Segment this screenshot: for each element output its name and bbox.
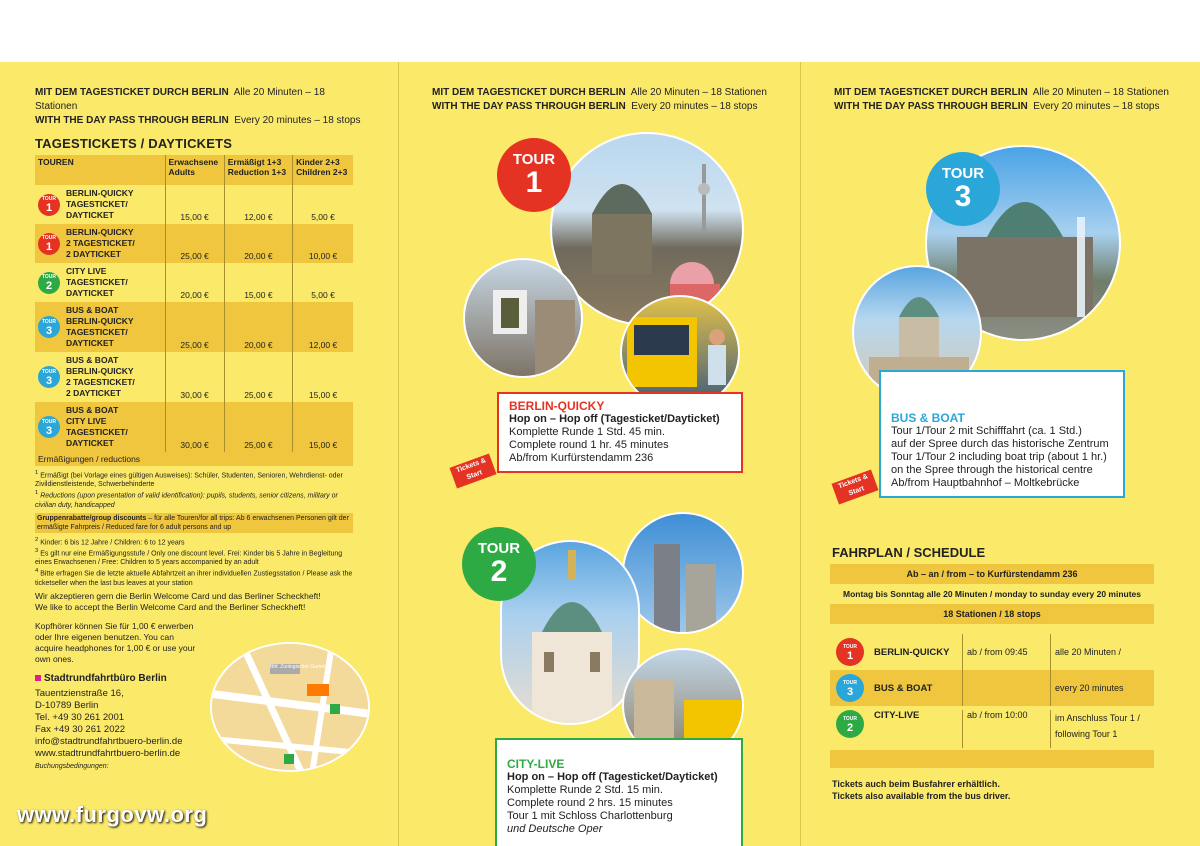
tour-badge-word: TOUR	[41, 274, 57, 280]
footer-de: Tickets auch beim Busfahrer erhältlich.	[832, 779, 1000, 789]
schedule-time	[962, 670, 1050, 706]
panel-header	[35, 86, 365, 128]
tour3-infobox	[879, 370, 1125, 498]
tour3-line-4: on the Spree through the historical centre	[891, 464, 1093, 476]
price-child: 5,00 €	[293, 263, 353, 302]
tour3-line-3: Tour 1/Tour 2 including boat trip (about 1 hr.)	[891, 451, 1107, 463]
tour-badge-number: 1	[45, 202, 53, 214]
price-child: 10,00 €	[293, 224, 353, 263]
price-row	[35, 185, 353, 224]
ticket-name: CITY LIVE TAGESTICKET/ DAYTICKET	[66, 266, 128, 298]
tour3-badge	[926, 152, 1000, 226]
tour2-line-1: Hop on – Hop off (Tagesticket/Dayticket)	[507, 771, 718, 783]
tour-badge-icon	[38, 272, 60, 294]
tour-badge-number: 3	[45, 424, 53, 437]
phone: Tel. +49 30 261 2001	[35, 711, 125, 723]
tour2-infobox	[495, 738, 743, 846]
welcome-card-note	[35, 591, 353, 613]
price-row	[35, 302, 353, 352]
header-en-rest: Every 20 minutes – 18 stops	[1033, 101, 1160, 112]
tour1-tickets-start-flag: Tickets & Start	[450, 453, 497, 488]
ticket-name: BERLIN-QUICKY 2 TAGESTICKET/ 2 DAYTICKET	[66, 227, 135, 259]
price-child: 12,00 €	[293, 302, 353, 352]
tour1-badge	[497, 138, 571, 212]
fold-line	[800, 62, 801, 846]
schedule-frequency: every 20 minutes	[1050, 670, 1154, 706]
note-1b: Reductions (upon presentation of valid identification): pupils, students, senior citizens, military or civilian duty, handicapped	[35, 492, 338, 509]
ticket-name: BUS & BOAT BERLIN-QUICKY TAGESTICKET/ DAYTICKET	[66, 305, 134, 348]
price-reduced: 12,00 €	[224, 185, 292, 224]
schedule-bottom-band	[830, 750, 1154, 768]
group-discount-text: – für alle Touren/for all trips: Ab 6 erwachsenen Personen gilt der ermäßigte Fahrpreis / Reduced fare for 6 adult persons and up	[37, 514, 349, 531]
address-line-1: Tauentzienstraße 16,	[35, 687, 124, 699]
schedule-tour-name: BUS & BOAT	[874, 682, 933, 694]
header-de-bold: MIT DEM TAGESTICKET DURCH BERLIN	[834, 87, 1028, 98]
price-child: 15,00 €	[293, 352, 353, 402]
header-en-bold: WITH THE DAY PASS THROUGH BERLIN	[35, 115, 229, 126]
tour-badge-icon	[38, 316, 60, 338]
tour-badge-word: TOUR	[41, 196, 57, 202]
tour1-badge-number: 1	[525, 166, 543, 199]
price-adult: 25,00 €	[165, 224, 224, 263]
schedule-route: Ab – an / from – to Kurfürstendamm 236	[830, 564, 1154, 584]
note-1: Ermäßigt (bei Vorlage eines gültigen Ausweises): Schüler, Studenten, Senioren, Wehrdienst- oder Zivildienstleistende, Schwerbehinderte	[35, 472, 343, 489]
price-child: 15,00 €	[293, 402, 353, 452]
panel-header	[432, 86, 782, 114]
tour2-badge	[462, 527, 536, 601]
price-row	[35, 263, 353, 302]
schedule-days: Montag bis Sonntag alle 20 Minuten / monday to sunday every 20 minutes	[842, 589, 1142, 599]
schedule-tour-name: CITY-LIVE	[874, 710, 920, 721]
tour1-badge-word: TOUR	[512, 151, 556, 168]
tour3-line-5: Ab/from Hauptbahnhof – Moltkebrücke	[891, 477, 1080, 489]
price-reduced: 25,00 €	[224, 402, 292, 452]
tour-badge-icon	[38, 194, 60, 216]
tour-badge-icon	[38, 366, 60, 388]
panel-header	[834, 86, 1174, 114]
tour2-photo-towers	[622, 512, 744, 634]
tour2-title: CITY-LIVE	[507, 757, 565, 771]
schedule-time: ab / from 10:00	[962, 710, 1050, 748]
tour3-badge-number: 3	[954, 180, 972, 213]
tour1-line-3: Complete round 1 hr. 45 minutes	[509, 439, 669, 451]
office-name: Stadtrundfahrtbüro Berlin	[44, 672, 167, 684]
tour-badge-icon	[836, 674, 864, 702]
ticket-name: BUS & BOAT BERLIN-QUICKY 2 TAGESTICKET/ 2 DAYTICKET	[66, 355, 135, 398]
bullet-icon	[35, 675, 41, 681]
tour1-line-2: Komplette Runde 1 Std. 45 min.	[509, 426, 665, 438]
price-adult: 15,00 €	[165, 185, 224, 224]
welcome-de: Wir akzeptieren gern die Berlin Welcome Card und das Berliner Scheckheft!	[35, 590, 321, 601]
price-adult: 20,00 €	[165, 263, 224, 302]
tour-badge-number: 3	[846, 685, 854, 698]
tour3-line-1: Tour 1/Tour 2 mit Schifffahrt (ca. 1 Std.)	[891, 425, 1082, 437]
header-en-bold: WITH THE DAY PASS THROUGH BERLIN	[432, 101, 626, 112]
tour-badge-icon	[836, 710, 864, 738]
group-discount-bold: Gruppenrabatte/group discounts	[37, 514, 147, 522]
col-adults: Erwachsene Adults	[165, 155, 224, 185]
tour-badge-word: TOUR	[41, 235, 57, 241]
fax: Fax +49 30 261 2022	[35, 723, 126, 735]
header-de-rest: Alle 20 Minuten – 18 Stationen	[1032, 87, 1169, 98]
tour-badge-number: 2	[45, 280, 53, 292]
tour3-title: BUS & BOAT	[891, 411, 965, 425]
schedule-stops: 18 Stationen / 18 stops	[830, 604, 1154, 624]
watermark: www.furgovw.org	[17, 802, 208, 827]
booking-conditions: Buchungsbedingungen:	[35, 762, 109, 770]
tour2-badge-word: TOUR	[477, 540, 521, 557]
tour2-line-4: Tour 1 mit Schloss Charlottenburg	[507, 810, 673, 822]
note-3: Es gilt nur eine Ermäßigungsstufe / Only one discount level. Frei: Kinder bis 5 Jahre in Begleitung eines Erwachsenen / Free: Children to 5 years accompanied by an adult	[35, 550, 343, 567]
email-link[interactable]: info@stadtrundfahrtbuero-berlin.de	[35, 735, 183, 747]
tour1-photo-checkpoint	[463, 258, 583, 378]
group-discount	[35, 513, 353, 533]
footer-en: Tickets also available from the bus driver.	[832, 791, 1011, 801]
tour-badge-icon	[38, 416, 60, 438]
schedule-title: FAHRPLAN / SCHEDULE	[832, 545, 986, 560]
ticket-name: BUS & BOAT CITY LIVE TAGESTICKET/ DAYTICKET	[66, 405, 128, 448]
tour-badge-number: 2	[846, 721, 854, 734]
col-reduced: Ermäßigt 1+3 Reduction 1+3	[224, 155, 292, 185]
note-4: Bitte erfragen Sie die letzte aktuelle Abfahrtzeit an ihrer individuellen Zustiegsstation / Please ask the ticketseller when the last bus leaves at your station	[35, 570, 353, 587]
header-de-rest: Alle 20 Minuten – 18 Stationen	[630, 87, 767, 98]
schedule-tour-name: BERLIN-QUICKY	[874, 646, 950, 658]
tour-badge-word: TOUR	[41, 318, 57, 325]
tour-badge-word: TOUR	[842, 679, 858, 686]
website-link[interactable]: www.stadtrundfahrtbuero-berlin.de	[35, 747, 181, 759]
tour1-line-4: Ab/from Kurfürstendamm 236	[509, 452, 654, 464]
header-en-rest: Every 20 minutes – 18 stops	[631, 101, 758, 112]
footnotes-2: $^2$ Kinder: 6 bis 12 Jahre / Children: 6 to 12 years $^3$ Es gilt nur eine Ermäßigungsstufe / Only one discount level. Frei: Kinder bis 5 Jahre in Begleitung eines Erwachsenen / Free: Children to 5 years accompanied by an adult $^4$ Bitte erfragen Sie die letzte aktuelle Abfahrtzeit an ihrer individuellen Zustiegsstation / Please ask the ticketseller when the last bus leaves at your station	[35, 536, 353, 587]
street-map	[210, 642, 370, 772]
col-children: Kinder 2+3 Children 2+3	[293, 155, 353, 185]
price-row	[35, 352, 353, 402]
header-de-rest: Alle 20 Minuten – 18 Stationen	[35, 87, 325, 112]
price-row	[35, 402, 353, 452]
tour2-line-3: Complete round 2 hrs. 15 minutes	[507, 797, 673, 809]
schedule-row	[830, 706, 1154, 748]
address-line-2: D-10789 Berlin	[35, 699, 99, 711]
left-panel	[17, 62, 365, 846]
header-en-rest: Every 20 minutes – 18 stops	[234, 115, 361, 126]
schedule-table	[830, 564, 1154, 768]
map-station-label: Bhf. Zoologischer Garten	[270, 664, 326, 670]
schedule-frequency: alle 20 Minuten /	[1050, 634, 1154, 670]
schedule-time: ab / from 09:45	[962, 634, 1050, 670]
tour3-line-2: auf der Spree durch das historische Zentrum	[891, 438, 1109, 450]
price-child: 5,00 €	[293, 185, 353, 224]
tour-badge-number: 1	[45, 241, 53, 253]
price-reduced: 15,00 €	[224, 263, 292, 302]
header-en-bold: WITH THE DAY PASS THROUGH BERLIN	[834, 101, 1028, 112]
price-reduced: 20,00 €	[224, 302, 292, 352]
welcome-en: We like to accept the Berlin Welcome Card and the Berliner Scheckheft!	[35, 601, 306, 612]
schedule-footer	[832, 778, 1010, 802]
price-adult: 30,00 €	[165, 352, 224, 402]
tour-badge-word: TOUR	[41, 418, 57, 425]
tour2-badge-number: 2	[490, 555, 508, 588]
tour-badge-icon	[836, 638, 864, 666]
header-de-bold: MIT DEM TAGESTICKET DURCH BERLIN	[432, 87, 626, 98]
tour1-line-1: Hop on – Hop off (Tagesticket/Dayticket)	[509, 413, 720, 425]
tour-badge-number: 1	[846, 649, 854, 662]
tour-badge-word: TOUR	[41, 368, 57, 375]
col-tours: TOUREN	[38, 157, 74, 167]
price-adult: 30,00 €	[165, 402, 224, 452]
tour-badge-word: TOUR	[842, 643, 858, 650]
tour-badge-number: 3	[45, 324, 53, 337]
tour2-line-2: Komplette Runde 2 Std. 15 min.	[507, 784, 663, 796]
price-reduced: 25,00 €	[224, 352, 292, 402]
fold-line	[398, 62, 399, 846]
daytickets-title: TAGESTICKETS / DAYTICKETS	[35, 136, 233, 151]
tour1-infobox	[497, 392, 743, 473]
price-row	[35, 224, 353, 263]
note-2: Kinder: 6 bis 12 Jahre / Children: 6 to 12 years	[40, 538, 185, 546]
schedule-frequency: im Anschluss Tour 1 / following Tour 1	[1050, 710, 1154, 748]
tour3-tickets-start-flag: Tickets & Start	[832, 469, 879, 504]
schedule-row	[830, 634, 1154, 670]
headphones-note: Kopfhörer können Sie für 1,00 € erwerben oder Ihre eigenen benutzen. You can acquire headphones for 1,00 € or use your own ones.	[35, 620, 196, 664]
reductions-label: Ermäßigungen / reductions	[35, 452, 353, 466]
price-table	[35, 155, 353, 452]
tour-badge-number: 3	[45, 374, 53, 387]
tour3-badge-word: TOUR	[941, 165, 985, 182]
tour2-line-5: und Deutsche Oper	[507, 823, 603, 835]
tour1-title: BERLIN-QUICKY	[509, 399, 605, 413]
footnotes: $^1$ Ermäßigt (bei Vorlage eines gültigen Ausweises): Schüler, Studenten, Senioren, Wehrdienst- oder Zivildienstleistende, Schwerbehinderte $^1$ Reductions (upon presentation of valid identification): pupils, students, senior citizens, military or civilian duty, handicapped	[35, 470, 343, 509]
schedule-row	[830, 670, 1154, 706]
ticket-name: BERLIN-QUICKY TAGESTICKET/ DAYTICKET	[66, 188, 134, 220]
tour-badge-word: TOUR	[842, 715, 858, 722]
price-adult: 25,00 €	[165, 302, 224, 352]
price-reduced: 20,00 €	[224, 224, 292, 263]
tour-badge-icon	[38, 233, 60, 255]
header-de-bold: MIT DEM TAGESTICKET DURCH BERLIN	[35, 87, 229, 98]
